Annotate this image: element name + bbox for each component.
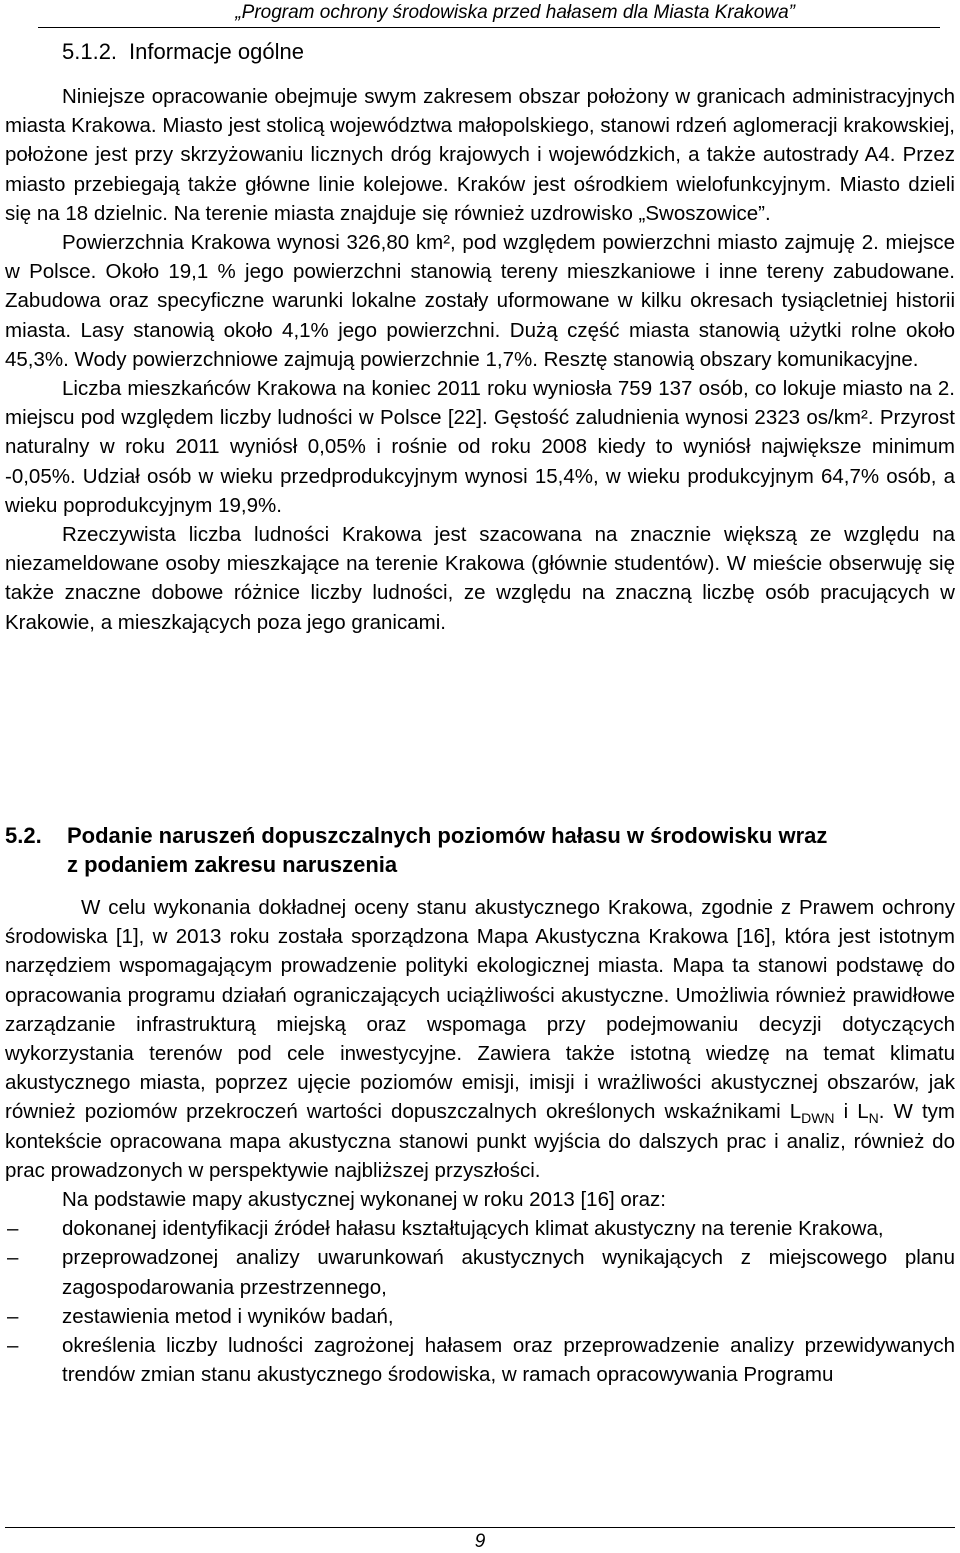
list-item [5, 1331, 955, 1389]
paragraph: Rzeczywista liczba ludności Krakowa jest szacowana na znacznie większą ze względu na niezameldowane osoby mieszkające na terenie Krakowa (głównie studentów). W mieście obserwuję się także znaczne dobowe różnice liczby ludności, ze względu na znaczną liczbę osób pracujących w Krakowie, a mieszkających poza jego granicami. [5, 523, 955, 634]
list-item-text: dokonanej identyfikacji źródeł hałasu kształtujących klimat akustyczny na terenie Krakowa, [62, 1217, 884, 1241]
section-title-line: Podanie naruszeń dopuszczalnych poziomów hałasu w środowisku wraz [67, 823, 828, 848]
section-number: 5.1.2. [62, 39, 118, 64]
paragraph-text: . W tym kontekście opracowana mapa akustyczna stanowi punkt wyjścia do dalszych prac i analiz, również do prac prowadzonych w perspektywie najbliższej przyszłości. [5, 1100, 955, 1182]
footer-divider [5, 1527, 955, 1528]
dash-bullet-icon: – [7, 1217, 19, 1241]
running-header: „Program ochrony środowiska przed hałasem dla Miasta Krakowa” [235, 2, 795, 23]
paragraph-text: i L [834, 1100, 869, 1124]
dash-bullet-icon: – [7, 1334, 19, 1358]
list-item [5, 1302, 955, 1331]
paragraph [5, 893, 955, 1185]
page-number: 9 [474, 1531, 486, 1552]
section-52-body [5, 893, 955, 1389]
paragraph: Niniejsze opracowanie obejmuje swym zakresem obszar położony w granicach administracyjnych miasta Krakowa. Miasto jest stolicą województwa małopolskiego, stanowi rdzeń aglomeracji krakowskiej, położone jest przy skrzyżowaniu licznych dróg krajowych i wojewódzkich, a także autostrady A4. Przez miasto przebiegają także główne linie kolejowe. Kraków jest ośrodkiem wielofunkcyjnym. Miasto dzieli się na 18 dzielnic. Na terenie miasta znajduje się również uzdrowisko „Swoszowice”. [5, 85, 955, 225]
subscript-n: N [868, 1110, 879, 1127]
section-heading-512 [62, 38, 304, 66]
bullet-list [5, 1214, 955, 1389]
header-divider [38, 27, 940, 28]
list-item [5, 1214, 955, 1243]
list-item-text: określenia liczby ludności zagrożonej hałasem oraz przeprowadzenie analizy przewidywanych trendów zmian stanu akustycznego środowiska, w ramach opracowywania Programu [62, 1334, 955, 1387]
section-number: 5.2. [5, 823, 42, 848]
dash-bullet-icon: – [7, 1246, 19, 1270]
paragraph: Powierzchnia Krakowa wynosi 326,80 km², pod względem powierzchni miasto zajmuję 2. miejsce w Polsce. Około 19,1 % jego powierzchni stanowią tereny mieszkaniowe i inne tereny zabudowane. Zabudowa oraz specyficzne warunki lokalne zostały uformowane w kilku okresach tysiącletniej historii miasta. Lasy stanowią około 4,1% jego powierzchni. Dużą część miasta stanowią użytki rolne około 45,3%. Wody powierzchniowe zajmują powierzchnie 1,7%. Resztę stanowią obszary komunikacyjne. [5, 231, 955, 371]
section-title: Informacje ogólne [129, 39, 304, 64]
section-title-line: z podaniem zakresu naruszenia [67, 852, 398, 877]
list-item [5, 1243, 955, 1301]
section-heading-52 [5, 821, 955, 879]
paragraph: Na podstawie mapy akustycznej wykonanej w roku 2013 [16] oraz: [62, 1188, 666, 1212]
paragraph: Liczba mieszkańców Krakowa na koniec 2011 roku wyniosła 759 137 osób, co lokuje miasto na 2. miejscu pod względem liczby ludności w Polsce [22]. Gęstość zaludnienia wynosi 2323 os/km². Przyrost naturalny w roku 2011 wyniósł 0,05% i rośnie od roku 2008 kiedy to wyniósł największe minimum -0,05%. Udział osób w wieku przedprodukcyjnym wynosi 15,4%, w wieku produkcyjnym 64,7% osób, a wieku poprodukcyjnym 19,9%. [5, 377, 955, 517]
subscript-dwn: DWN [801, 1110, 835, 1127]
section-512-body [5, 82, 955, 637]
list-item-text: przeprowadzonej analizy uwarunkowań akustycznych wynikających z miejscowego planu zagospodarowania przestrzennego, [62, 1246, 955, 1299]
dash-bullet-icon: – [7, 1304, 19, 1328]
list-item-text: zestawienia metod i wyników badań, [62, 1304, 394, 1328]
paragraph-text: W celu wykonania dokładnej oceny stanu akustycznego Krakowa, zgodnie z Prawem ochrony środowiska [1], w 2013 roku została sporządzona Mapa Akustyczna Krakowa [16], która jest istotnym narzędziem wspomagającym prowadzenie polityki ekologicznej miasta. Mapa ta stanowi podstawę do opracowania programu działań ograniczających uciążliwości akustyczne. Umożliwia również prawidłowe zarządzanie infrastrukturą miejską oraz wspomaga przy podejmowaniu decyzji dotyczących wykorzystania terenów pod cele inwestycyjne. Zawiera także istotną wiedzę na temat klimatu akustycznego miasta, poprzez ujęcie poziomów emisji, imisji i wrażliwości akustycznej obszarów, jak również poziomów przekroczeń wartości dopuszczalnych określonych wskaźnikami L [5, 896, 955, 1124]
